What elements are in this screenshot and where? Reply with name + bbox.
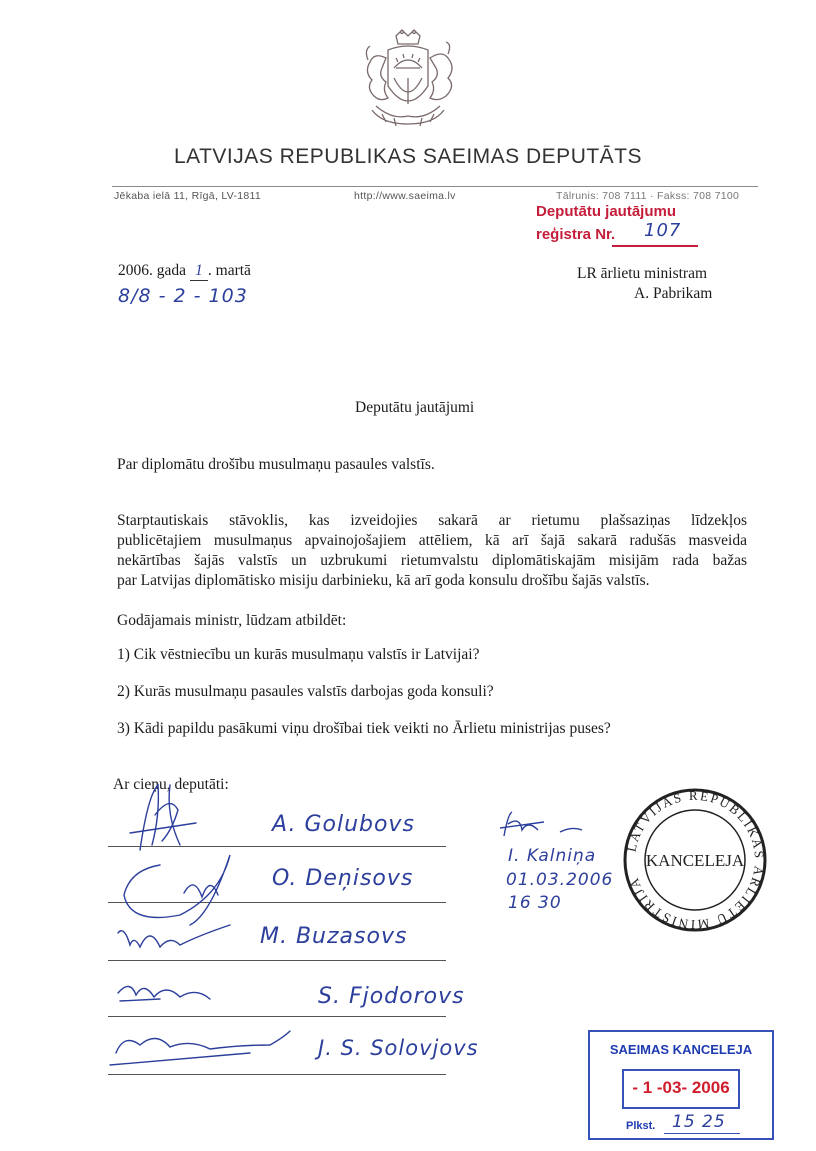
letterhead-website: http://www.saeima.lv [354,190,456,202]
question-3: 3) Kādi papildu pasākumi viņu drošībai tiek veikti no Ārlietu ministrijas puses? [117,720,611,737]
body-line: Starptautiskais stāvoklis, kas izveidojies sakarā ar rietumu plašsaziņas līdzekļos [117,512,747,529]
receipt-name: I. Kalniņa [508,846,597,866]
saeima-stamp-reg-underline [664,1133,740,1134]
handwritten-reference: 8/8 - 2 - 103 [118,285,248,307]
seal-ring-text: LATVIJAS REPUBLIKAS ĀRLIETU MINISTRIJA [623,787,768,933]
saeima-stamp-reg-number: 15 25 [672,1112,726,1132]
date-day: 1 [190,262,208,281]
coat-of-arms-emblem [352,28,464,130]
body-line: nekārtības šajās valstīs un uzbrukumi rietumvalstu diplomātiskajām misijām rada bažas [117,552,747,569]
receipt-initials-scribble [498,808,608,840]
body-line: publicētajiem musulmaņus apvainojošajiem attēliem, kā arī šajā sakarā radušās masveida [117,532,747,549]
letterhead-contacts: Tālrunis: 708 7111 · Fakss: 708 7100 [556,190,740,202]
saeima-stamp-date: - 1 -03- 2006 [632,1078,730,1097]
signature-name-1: A. Golubovs [272,812,415,837]
signature-name-4: S. Fjodorovs [318,984,465,1009]
receipt-date: 01.03.2006 [506,870,614,890]
recipient-line2: A. Pabrikam [634,285,713,302]
signature-name-3: M. Buzasovs [260,924,408,949]
receipt-time: 16 30 [508,893,562,913]
saeima-stamp-title: SAEIMAS KANCELEJA [609,1042,753,1057]
date-line [118,262,251,281]
question-2: 2) Kurās musulmaņu pasaules valstīs darbojas goda konsuli? [117,683,494,700]
registry-stamp-line1: Deputātu jautājumu [536,203,677,220]
registry-number-underline [612,245,698,247]
date-suffix: . martā [207,262,251,279]
body-line: par Latvijas diplomātisko misiju darbinieku, kā arī goda konsulu drošību šajās valstīs. [117,572,650,589]
document-subject: Par diplomātu drošību musulmaņu pasaules valstīs. [117,456,435,473]
registry-number: 107 [644,220,682,241]
ministry-seal [620,785,770,935]
seal-center-text: KANCELEJA [645,851,745,870]
body-paragraph [117,511,747,591]
date-prefix: 2006. gada [118,262,187,279]
signature-name-2: O. Deņisovs [272,866,414,891]
registry-stamp-line2: reģistra Nr. [536,226,616,243]
letterhead-title: LATVIJAS REPUBLIKAS SAEIMAS DEPUTĀTS [173,145,643,168]
letterhead-divider [112,186,758,187]
document-title: Deputātu jautājumi [355,399,475,416]
letterhead-address: Jēkaba ielā 11, Rīgā, LV-1811 [114,190,262,202]
saeima-stamp-reg-label: Plkst. [626,1120,656,1132]
question-1: 1) Cik vēstniecību un kurās musulmaņu valstīs ir Latvijai? [117,646,480,663]
recipient-line1: LR ārlietu ministram [577,265,708,282]
closing-text: Ar cieņu, deputāti: [113,776,229,793]
signature-name-5: J. S. Solovjovs [318,1036,479,1060]
appeal-text: Godājamais ministr, lūdzam atbildēt: [117,612,347,629]
